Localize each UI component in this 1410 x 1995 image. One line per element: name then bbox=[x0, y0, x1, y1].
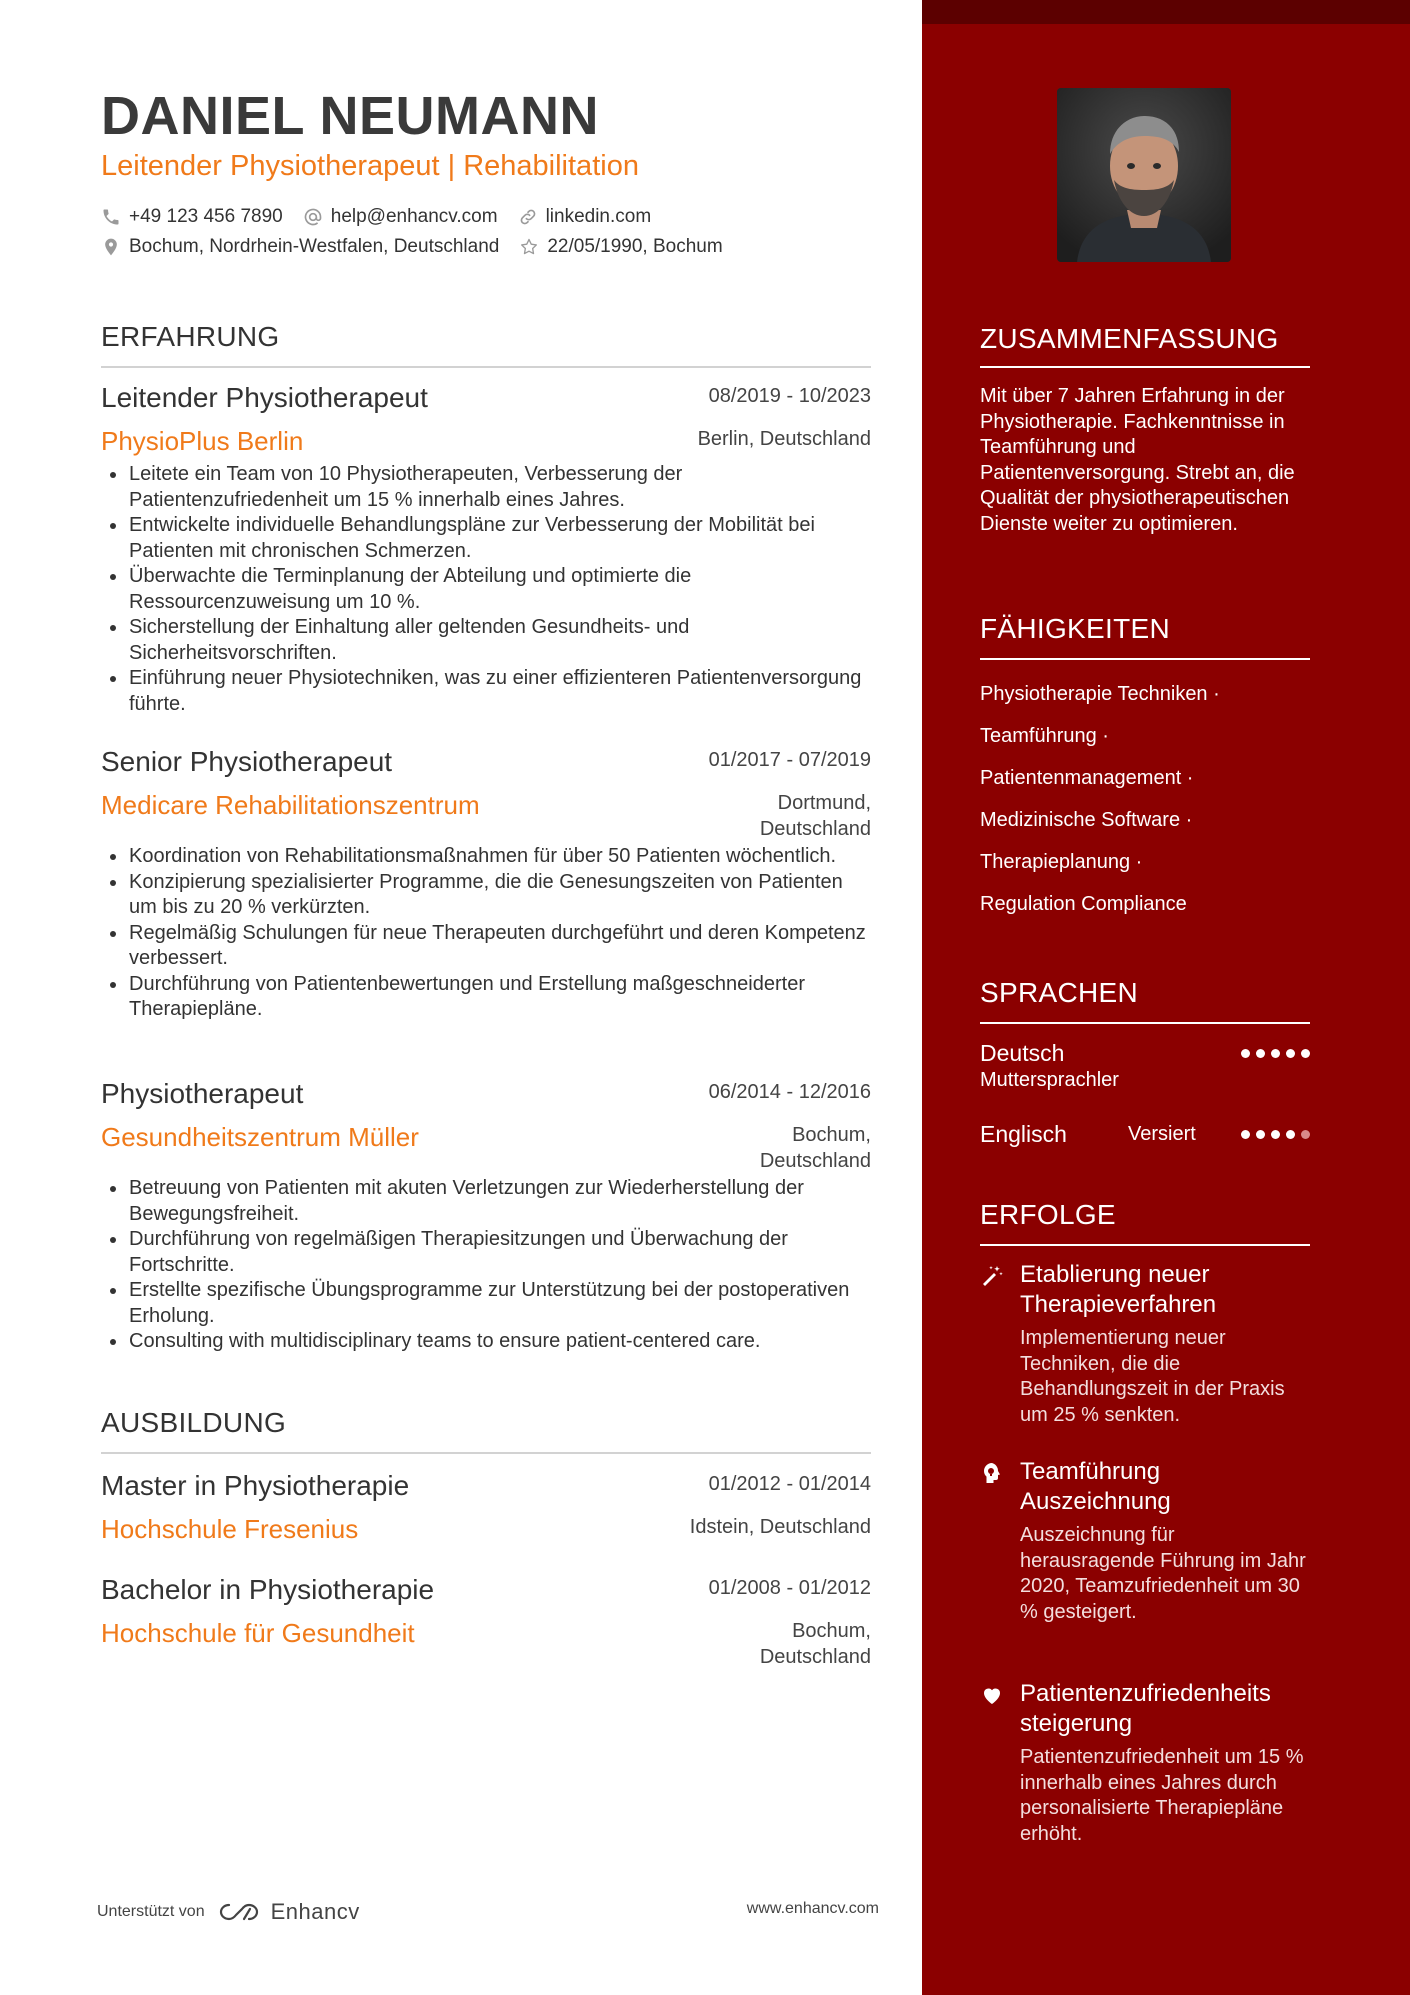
job-location: Dortmund, Deutschland bbox=[759, 792, 871, 840]
rating-dot bbox=[1286, 1049, 1295, 1058]
skill-item: Teamführung · bbox=[980, 725, 1109, 747]
achievement-title: Etablierung neuer Therapieverfahren bbox=[1020, 1261, 1217, 1318]
powered-by[interactable] bbox=[97, 1899, 360, 1925]
achievement-desc: Auszeichnung für herausragende Führung im Jahr 2020, Teamzufriedenheit um 30 % gesteigert. bbox=[1020, 1524, 1306, 1623]
job-bullets bbox=[101, 844, 871, 1023]
heart-icon bbox=[980, 1683, 1004, 1707]
job-location: Bochum, Deutschland bbox=[759, 1124, 871, 1172]
contact-info bbox=[101, 202, 743, 262]
rating-dot bbox=[1286, 1130, 1295, 1139]
achievement-item bbox=[980, 1457, 1312, 1625]
education-entry bbox=[101, 1468, 871, 1546]
summary-title: ZUSAMMENFASSUNG bbox=[980, 323, 1279, 354]
experience-divider bbox=[101, 366, 871, 368]
link-icon bbox=[518, 207, 538, 227]
experience-title: ERFAHRUNG bbox=[101, 321, 280, 352]
bullet-item: Durchführung von regelmäßigen Therapiesitzungen und Überwachung der Fortschritte. bbox=[101, 1227, 871, 1278]
degree-dates: 01/2012 - 01/2014 bbox=[708, 1473, 871, 1495]
bullet-item: Leitete ein Team von 10 Physiotherapeuten, Verbesserung der Patientenzufriedenheit um 15 % innerhalb eines Jahres. bbox=[101, 462, 871, 513]
bullet-item: Koordination von Rehabilitationsmaßnahmen für über 50 Patienten wöchentlich. bbox=[101, 844, 871, 870]
bullet-item: Einführung neuer Physiotechniken, was zu einer effizienteren Patientenversorgung führte. bbox=[101, 666, 871, 717]
language-level: Muttersprachler bbox=[980, 1069, 1119, 1091]
job-role: Leitender Physiotherapeut bbox=[101, 382, 428, 413]
bullet-item: Durchführung von Patientenbewertungen und Erstellung maßgeschneiderter Therapiepläne. bbox=[101, 972, 871, 1023]
bullet-item: Sicherstellung der Einhaltung aller geltenden Gesundheits- und Sicherheitsvorschriften. bbox=[101, 615, 871, 666]
school-location: Bochum, Deutschland bbox=[759, 1620, 871, 1668]
job-company: Medicare Rehabilitationszentrum bbox=[101, 790, 480, 820]
language-item bbox=[980, 1039, 1310, 1093]
skill-item: Patientenmanagement · bbox=[980, 767, 1194, 789]
birth-text: 22/05/1990, Bochum bbox=[547, 236, 723, 257]
language-rating bbox=[1235, 1049, 1310, 1058]
job-dates: 08/2019 - 10/2023 bbox=[708, 385, 871, 407]
rating-dot bbox=[1256, 1130, 1265, 1139]
job-role: Physiotherapeut bbox=[101, 1078, 304, 1109]
degree-dates: 01/2008 - 01/2012 bbox=[708, 1577, 871, 1599]
star-icon bbox=[519, 237, 539, 257]
bullet-item: Regelmäßig Schulungen für neue Therapeuten durchgeführt und deren Kompetenz verbessert. bbox=[101, 921, 871, 972]
skill-item: Therapieplanung · bbox=[980, 851, 1143, 873]
portrait-image bbox=[1057, 88, 1231, 262]
linkedin-text: linkedin.com bbox=[545, 206, 652, 227]
bullet-item: Entwickelte individuelle Behandlungspläne zur Verbesserung der Mobilität bei Patienten mit chronischen Schmerzen. bbox=[101, 513, 871, 564]
location-text: Bochum, Nordrhein-Westfalen, Deutschland bbox=[129, 236, 500, 257]
language-name: Deutsch bbox=[980, 1040, 1065, 1066]
sidebar-top-bar bbox=[922, 0, 1410, 24]
rating-dot bbox=[1301, 1130, 1310, 1139]
bullet-item: Betreuung von Patienten mit akuten Verletzungen zur Wiederherstellung der Bewegungsfreiheit. bbox=[101, 1176, 871, 1227]
candidate-headline: Leitender Physiotherapeut | Rehabilitation bbox=[101, 150, 639, 182]
achievements-title: ERFOLGE bbox=[980, 1199, 1116, 1230]
achievement-item bbox=[980, 1679, 1312, 1847]
location-pin-icon bbox=[101, 237, 121, 257]
bullet-item: Erstellte spezifische Übungsprogramme zur Unterstützung bei der postoperativen Erholung. bbox=[101, 1278, 871, 1329]
contact-email[interactable] bbox=[303, 206, 498, 228]
achievement-desc: Patientenzufriedenheit um 15 % innerhalb eines Jahres durch personalisierte Therapiepläne erhöht. bbox=[1020, 1746, 1304, 1845]
skills-list bbox=[980, 673, 1312, 925]
languages-title: SPRACHEN bbox=[980, 977, 1138, 1008]
skill-item: Regulation Compliance bbox=[980, 893, 1187, 915]
head-lightbulb-icon bbox=[980, 1461, 1004, 1485]
achievement-title: Teamführung Auszeichnung bbox=[1020, 1458, 1171, 1515]
job-dates: 06/2014 - 12/2016 bbox=[708, 1081, 871, 1103]
school-name: Hochschule für Gesundheit bbox=[101, 1618, 415, 1648]
language-rating bbox=[1235, 1130, 1310, 1139]
candidate-name: DANIEL NEUMANN bbox=[101, 86, 600, 146]
rating-dot bbox=[1241, 1049, 1250, 1058]
powered-by-label: Unterstützt von bbox=[97, 1903, 205, 1920]
contact-linkedin[interactable] bbox=[518, 206, 652, 228]
job-location: Berlin, Deutschland bbox=[697, 428, 871, 450]
job-bullets bbox=[101, 462, 871, 717]
at-icon bbox=[303, 207, 323, 227]
summary-text: Mit über 7 Jahren Erfahrung in der Physiotherapie. Fachkenntnisse in Teamführung und Patientenversorgung. Strebt an, die Qualität der physiotherapeutischen Dienste weiter zu optimieren. bbox=[980, 385, 1295, 535]
skills-title: FÄHIGKEITEN bbox=[980, 613, 1170, 644]
language-level: Versiert bbox=[1128, 1123, 1196, 1145]
language-item bbox=[980, 1120, 1310, 1148]
rating-dot bbox=[1271, 1130, 1280, 1139]
contact-location bbox=[101, 236, 499, 258]
phone-text: +49 123 456 7890 bbox=[129, 206, 283, 227]
footer bbox=[97, 1893, 879, 1923]
brand-name: Enhancv bbox=[270, 1899, 360, 1924]
contact-phone[interactable] bbox=[101, 206, 283, 228]
bullet-item: Consulting with multidisciplinary teams to ensure patient-centered care. bbox=[101, 1329, 871, 1355]
summary-divider bbox=[980, 366, 1310, 368]
bullet-item: Konzipierung spezialisierter Programme, die die Genesungszeiten von Patienten um bis zu 20 % verkürzten. bbox=[101, 870, 871, 921]
school-name: Hochschule Fresenius bbox=[101, 1514, 359, 1544]
achievement-item bbox=[980, 1260, 1312, 1428]
education-divider bbox=[101, 1452, 871, 1454]
job-dates: 01/2017 - 07/2019 bbox=[708, 749, 871, 771]
achievements-divider bbox=[980, 1244, 1310, 1246]
job-company: PhysioPlus Berlin bbox=[101, 426, 304, 456]
rating-dot bbox=[1301, 1049, 1310, 1058]
degree-name: Master in Physiotherapie bbox=[101, 1470, 410, 1501]
job-role: Senior Physiotherapeut bbox=[101, 746, 393, 777]
achievement-desc: Implementierung neuer Techniken, die die Behandlungszeit in der Praxis um 25 % senkten. bbox=[1020, 1327, 1285, 1426]
sidebar bbox=[922, 0, 1410, 1995]
magic-wand-icon bbox=[980, 1264, 1004, 1288]
email-text: help@enhancv.com bbox=[330, 206, 498, 227]
profile-photo bbox=[1057, 88, 1231, 262]
skills-divider bbox=[980, 658, 1310, 660]
education-entry bbox=[101, 1572, 871, 1668]
enhancv-logo-icon bbox=[217, 1901, 263, 1923]
languages-divider bbox=[980, 1022, 1310, 1024]
skill-item: Medizinische Software · bbox=[980, 809, 1193, 831]
phone-icon bbox=[101, 207, 121, 227]
skill-item: Physiotherapie Techniken · bbox=[980, 683, 1220, 705]
school-location: Idstein, Deutschland bbox=[689, 1516, 871, 1538]
rating-dot bbox=[1241, 1130, 1250, 1139]
rating-dot bbox=[1256, 1049, 1265, 1058]
contact-birth bbox=[519, 236, 722, 258]
achievement-title: Patientenzufriedenheits steigerung bbox=[1020, 1680, 1271, 1737]
bullet-item: Überwachte die Terminplanung der Abteilung und optimierte die Ressourcenzuweisung um 10 %. bbox=[101, 564, 871, 615]
job-bullets bbox=[101, 1176, 871, 1355]
footer-website[interactable]: www.enhancv.com bbox=[746, 1900, 879, 1917]
education-title: AUSBILDUNG bbox=[101, 1407, 287, 1438]
degree-name: Bachelor in Physiotherapie bbox=[101, 1574, 435, 1605]
language-name: Englisch bbox=[980, 1121, 1067, 1147]
experience-entry bbox=[101, 1076, 871, 1355]
job-company: Gesundheitszentrum Müller bbox=[101, 1122, 419, 1152]
experience-entry bbox=[101, 380, 871, 717]
experience-entry bbox=[101, 744, 871, 1023]
rating-dot bbox=[1271, 1049, 1280, 1058]
